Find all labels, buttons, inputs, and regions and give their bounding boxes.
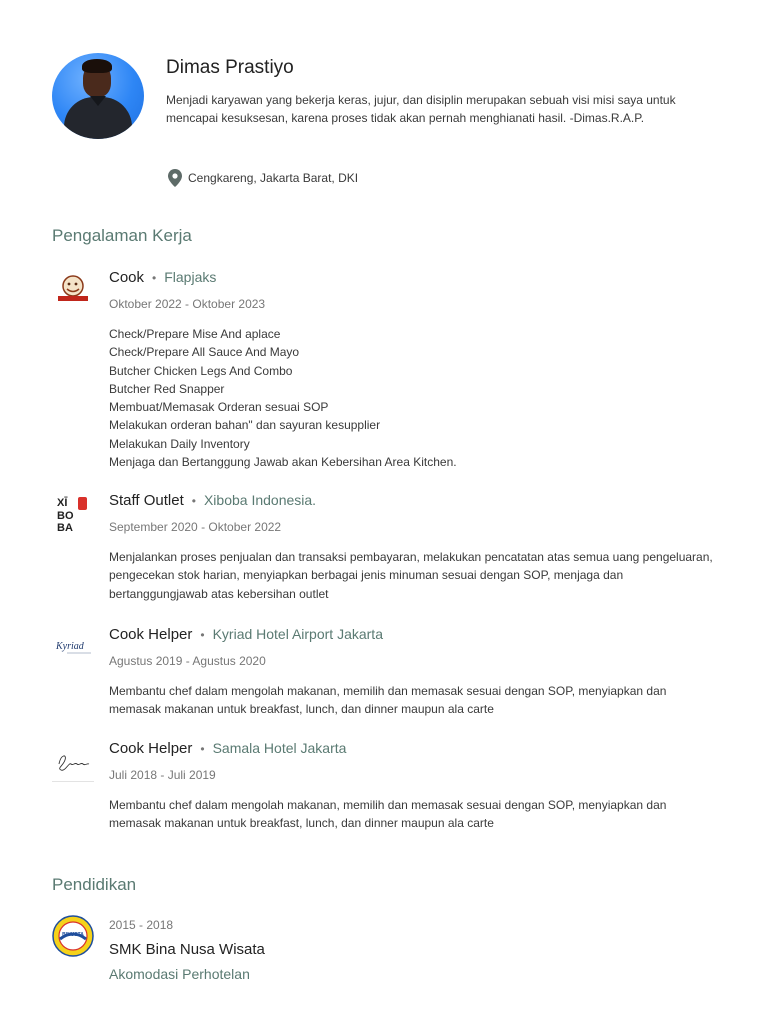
svg-text:XĪ: XĪ	[57, 497, 68, 509]
job-item: Cook Helper • Samala Hotel Jakarta Juli 2018 - Juli 2019 Membantu chef dalam mengolah makanan, memilih dan memasak sesuai dengan SOP, menyiapkan dan memasak makanan untuk breakfast, lunch, dan dinner maupun ala carte	[52, 740, 722, 840]
samala-logo	[52, 740, 94, 782]
xiboba-logo	[52, 492, 94, 534]
location-pin-icon	[168, 169, 182, 187]
job-role: Cook Helper	[109, 626, 193, 643]
job-line: Butcher Chicken Legs And Combo	[109, 363, 293, 378]
job-company: Samala Hotel Jakarta	[212, 740, 347, 756]
job-line: Membuat/Memasak Orderan sesuai SOP	[109, 400, 329, 415]
profile-location	[168, 169, 358, 187]
education-section-title: Pendidikan	[52, 875, 137, 894]
experience-section-title: Pengalaman Kerja	[52, 226, 192, 245]
education-school: SMK Bina Nusa Wisata	[109, 941, 265, 958]
job-line: Melakukan orderan bahan" dan sayuran kesupplier	[109, 418, 381, 433]
job-company: Kyriad Hotel Airport Jakarta	[212, 626, 383, 642]
job-line: Check/Prepare All Sauce And Mayo	[109, 345, 300, 360]
education-major: Akomodasi Perhotelan	[109, 966, 250, 982]
job-role: Staff Outlet	[109, 492, 184, 509]
flapjaks-logo	[52, 269, 94, 311]
job-dates: Oktober 2022 - Oktober 2023	[109, 297, 266, 311]
job-dates: Juli 2018 - Juli 2019	[109, 768, 216, 782]
profile-header	[52, 53, 732, 193]
education-dates: 2015 - 2018	[109, 918, 174, 932]
job-line: Menjaga dan Bertanggung Jawab akan Kebersihan Area Kitchen.	[109, 455, 457, 470]
job-role: Cook	[109, 269, 145, 286]
job-description	[109, 325, 719, 471]
profile-name: Dimas Prastiyo	[166, 57, 294, 78]
svg-text:BINUSTA: BINUSTA	[62, 932, 84, 938]
job-role: Cook Helper	[109, 740, 193, 757]
svg-text:Kyriad: Kyriad	[56, 641, 84, 652]
job-line: Melakukan Daily Inventory	[109, 436, 250, 451]
job-dates: Agustus 2019 - Agustus 2020	[109, 654, 266, 668]
education-item	[52, 915, 652, 995]
job-line: Butcher Red Snapper	[109, 381, 225, 396]
job-line: Check/Prepare Mise And aplace	[109, 327, 281, 341]
kyriad-logo	[52, 626, 94, 668]
job-company: Xiboba Indonesia.	[203, 492, 317, 508]
svg-text:BA: BA	[57, 522, 73, 533]
job-item: XĪ BO BA Staff Outlet • Xiboba Indonesia. September 2020 - Oktober 2022 Menjalankan proses penjualan dan transaksi pembayaran, melakukan pencatatan atas semua uang pengeluaran, pengecekan stok harian, menyiapkan berbagai jenis minuman sesuai dengan SOP, menjaga dan bertanggungjawab atas kebersihan outlet	[52, 492, 722, 612]
location-text: Cengkareng, Jakarta Barat, DKI	[188, 171, 359, 185]
profile-bio: Menjadi karyawan yang bekerja keras, jujur, dan disiplin merupakan sebuah visi misi saya untuk mencapai kesuksesan, karena proses tidak akan pernah menghianati hasil. -Dimas.R.A.P.	[166, 93, 676, 125]
job-company: Flapjaks	[164, 269, 217, 285]
job-item: Kyriad Cook Helper • Kyriad Hotel Airport Jakarta Agustus 2019 - Agustus 2020 Membantu chef dalam mengolah makanan, memilih dan memasak sesuai dengan SOP, menyiapkan dan memasak makanan untuk breakfast, lunch, dan dinner maupun ala carte	[52, 626, 722, 726]
job-description: Membantu chef dalam mengolah makanan, memilih dan memasak sesuai dengan SOP, menyiapkan dan memasak makanan untuk breakfast, lunch, dan dinner maupun ala carte	[109, 798, 667, 831]
svg-text:BO: BO	[57, 510, 74, 522]
job-description: Menjalankan proses penjualan dan transaksi pembayaran, melakukan pencatatan atas semua uang pengeluaran, pengecekan stok harian, menyiapkan berbagai jenis minuman sesuai dengan SOP, menjaga dan bertanggungjawab atas kebersihan outlet	[109, 550, 713, 601]
job-description: Membantu chef dalam mengolah makanan, memilih dan memasak sesuai dengan SOP, menyiapkan dan memasak makanan untuk breakfast, lunch, dan dinner maupun ala carte	[109, 684, 667, 717]
school-emblem-logo	[52, 915, 94, 957]
avatar	[52, 53, 144, 139]
job-item: Cook • Flapjaks Oktober 2022 - Oktober 2023 Check/Prepare Mise And aplace Check/Prepare All Sauce And Mayo Butcher Chicken Legs And Combo Butcher Red Snapper Membuat/Memasak Orderan sesuai SOP Melakukan orderan bahan" dan sayuran kesupplier Melakukan Daily Inventory Menjaga dan Bertanggung Jawab akan Kebersihan Area Kitchen.	[52, 269, 722, 479]
job-dates: September 2020 - Oktober 2022	[109, 520, 282, 534]
